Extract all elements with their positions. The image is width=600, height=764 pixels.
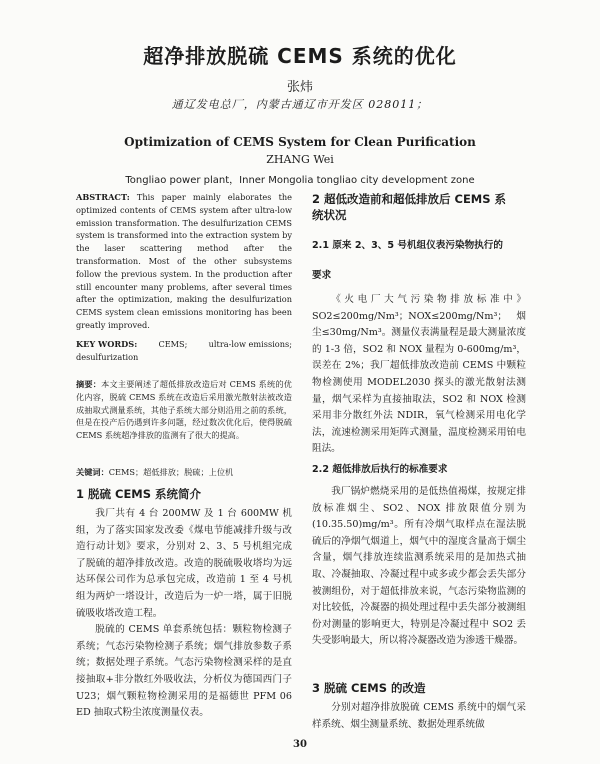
keywords-en-label: KEY WORDS: <box>76 339 138 349</box>
section-3-body <box>312 700 526 733</box>
abstract-cn-text: 本文主要阐述了超低排放改造后对 CEMS 系统的优化内容，脱硫 CEMS 系统在改造后采用激光散射法被改造成抽取式测量系统，其他子系统大部分则沿用之前的系统，但是在投产后仍遇到许多问题，经过数次优化后，使得脱硫 CEMS 系统超净排放的监测有了很大的提高。 <box>76 379 292 441</box>
section-2-heading-line-1: 2 超低改造前和超低排放后 CEMS 系 <box>312 192 507 206</box>
section-1-body <box>76 506 292 722</box>
keywords-cn <box>76 466 292 479</box>
subsection-2-2-paragraph: 我厂锅炉燃烧采用的是低热值褐煤，按规定排放标准烟尘、SO2、NOX 排放限值分别为(10.35.50)mg/m³。所有冷烟气取样点在湿法脱硫后的净烟气烟道上，烟气中的湿度含量高于烟尘含量，烟气排放连续监测系统采用的是加热式抽取、冷凝抽取、冷凝过程中或多或少都会丢失部分被测组份，对于超低排放来说，气态污染物监测的对比较低，冷凝器的损处理过程中丢失部分被测组份对测量的影响更大，特别是冷凝过程中 SO2 丢失受影响最大，所以将冷凝器改造为渗透干燥器。 <box>312 486 526 647</box>
abstract-cn <box>76 378 292 442</box>
subsection-2-1-paragraph: 《火电厂大气污染物排放标准中》SO2≤200mg/Nm³；NOX≤200mg/Nm³；烟尘≤30mg/Nm³。测量仪表满量程是最大测量浓度的 1-3 倍，SO2 和 NOX 量程为 0-600mg/m³，误差在 2%；我厂超低排放改造前 CEMS 中颗粒物检测使用 MODEL2030 探头的激光散射法测量，烟气采样为直接抽取法，SO2 和 NOX 检测采用非分散红外法 NDIR，氧气检测采用电化学法，流速检测采用矩阵式测量，温度检测采用铂电阻法。 <box>312 294 526 455</box>
keywords-en <box>76 338 292 364</box>
keyword-en-1: CEMS; <box>158 339 188 349</box>
subsection-2-1-heading-line-2: 要求 <box>312 270 332 281</box>
page-number: 30 <box>293 739 307 750</box>
paper-title-cn: 超净排放脱硫 CEMS 系统的优化 <box>143 44 457 68</box>
keywords-cn-label: 关键词： <box>76 467 109 477</box>
subsection-2-2-body <box>312 484 526 650</box>
abstract-en <box>76 191 292 332</box>
keywords-cn-text: CEMS；超低排放；脱硫；上位机 <box>108 467 234 477</box>
keyword-en-3: desulfurization <box>76 351 139 362</box>
subsection-2-1-heading-line-1: 2.1 原来 2、3、5 号机组仪表污染物执行的 <box>312 240 503 251</box>
affiliation-cn: 通辽发电总厂，内蒙古通辽市开发区 028011； <box>171 98 429 111</box>
section-1-heading: 1 脱硫 CEMS 系统简介 <box>76 487 202 501</box>
section-1-paragraph-2: 脱硫的 CEMS 单套系统包括：颗粒物检测子系统；气态污染物检测子系统；烟气排放参数子系统；数据处理子系统。气态污染物检测采样的是直接抽取+非分散红外吸收法，分析仪为德国西门子 U23；烟气颗粒物检测采用的是福德世 PFM 06 ED 抽取式粉尘浓度测量仪表。 <box>76 624 292 719</box>
subsection-2-1-body <box>312 292 526 458</box>
section-3-paragraph-1: 分别对超净排放脱硫 CEMS 系统中的烟气采样系统、烟尘测量系统、数据处理系统做 <box>312 702 526 730</box>
abstract-cn-label: 摘要： <box>76 379 102 389</box>
affiliation-en: Tongliao power plant，Inner Mongolia tongliao city development zone <box>125 175 475 186</box>
section-2-heading <box>312 191 526 223</box>
section-3-heading: 3 脱硫 CEMS 的改造 <box>312 681 426 695</box>
abstract-en-label: ABSTRACT: <box>76 192 130 202</box>
section-2-heading-line-2: 统状况 <box>312 208 347 222</box>
author-name-en: ZHANG Wei <box>266 153 334 166</box>
paper-title-en: Optimization of CEMS System for Clean Purification <box>124 135 476 149</box>
section-1-paragraph-1: 我厂共有 4 台 200MW 及 1 台 600MW 机组，为了落实国家发改委《煤电节能减排升级与改造行动计划》要求，分别对 2、3、5 号机组完成了脱硫的超净排放改造。改造的脱硫吸收塔均为远达环保公司作为总承包完成，改造前 1 至 4 号机组为两炉一塔设计，改造后为一炉一塔，属于旧脱硫吸收塔改造工程。 <box>76 508 292 619</box>
keyword-en-2: ultra-low emissions; <box>208 339 292 349</box>
author-name-cn: 张炜 <box>286 80 313 95</box>
subsection-2-1-heading <box>312 238 526 284</box>
abstract-en-text: This paper mainly elaborates the optimized contents of CEMS system after ultra-low emission transformation. The desulfurization CEMS system is transformed into the extraction system by the laser scattering method after the transformation. Most of the other subsystems follow the previous system. In the production after still encounter many problems, after several times after the optimization, making the desulfurization CEMS system clean emissions monitoring has been greatly improved. <box>76 192 292 330</box>
subsection-2-2-heading: 2.2 超低排放后执行的标准要求 <box>312 464 448 475</box>
